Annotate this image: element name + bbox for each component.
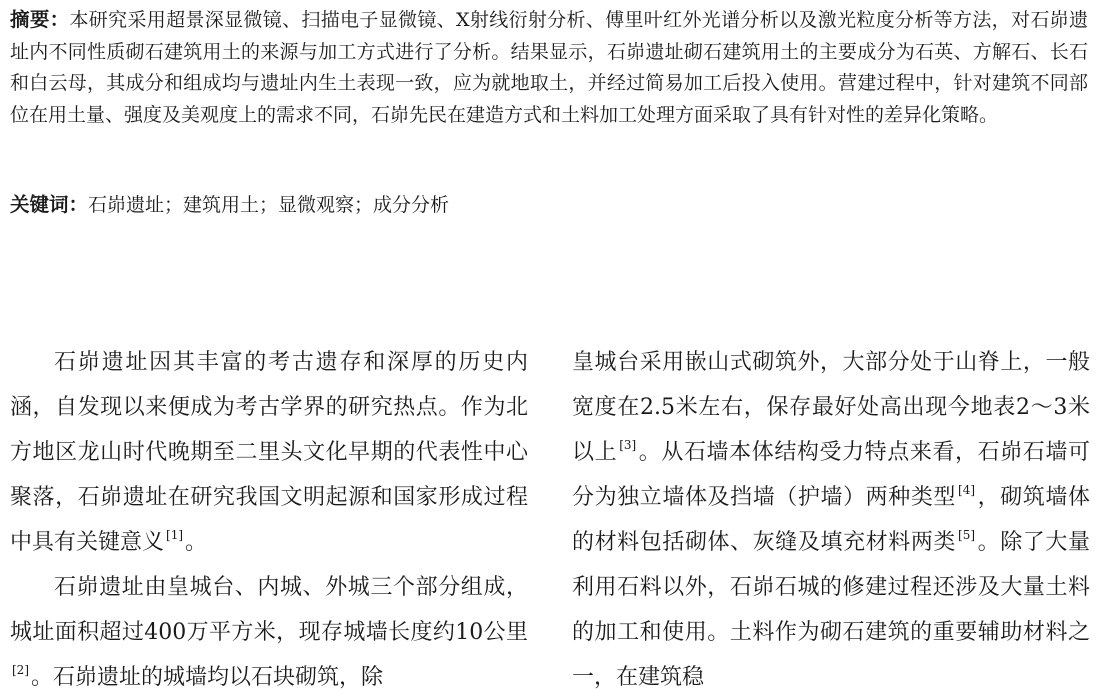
body-paragraph-2-continued xyxy=(572,340,1090,700)
paragraph-text: 石峁遗址由皇城台、内城、外城三个部分组成，城址面积超过400万平方米，现存城墙长度约10公里 xyxy=(10,575,528,645)
body-columns xyxy=(10,340,1090,690)
paragraph-text: ，砌筑墙体的材料包括砌体、灰缝及填充材料两类 xyxy=(572,485,1090,555)
paragraph-text: 。 xyxy=(185,530,208,555)
paragraph-text: 石峁遗址因其丰富的考古遗存和深厚的历史内涵，自发现以来便成为考古学界的研究热点。作为北方地区龙山时代晚期至二里头文化早期的代表性中心聚落，石峁遗址在研究我国文明起源和国家形成过程中具有关键意义 xyxy=(10,350,528,555)
abstract xyxy=(10,4,1088,131)
paragraph-text: 。从石墙本体结构受力特点来看，石峁石墙可分为独立墙体及挡墙（护墙）两种类型 xyxy=(572,440,1090,510)
paragraph-text: 皇城台采用嵌山式砌筑外，大部分处于山脊上，一般宽度在2.5米左右，保存最好处高出现今地表2～3米以上 xyxy=(572,350,1090,465)
citation-5[interactable]: [5] xyxy=(958,528,976,542)
keywords-label: 关键词： xyxy=(10,193,89,216)
body-paragraph-2 xyxy=(10,565,528,700)
keywords xyxy=(10,189,1088,222)
abstract-label: 摘要： xyxy=(10,8,70,31)
abstract-text: 本研究采用超景深显微镜、扫描电子显微镜、X射线衍射分析、傅里叶红外光谱分析以及激光粒度分析等方法，对石峁遗址内不同性质砌石建筑用土的来源与加工方式进行了分析。结果显示，石峁遗址砌石建筑用土的主要成分为石英、方解石、长石和白云母，其成分和组成均与遗址内生土表现一致，应为就地取土，并经过简易加工后投入使用。营建过程中，针对建筑不同部位在用土量、强度及美观度上的需求不同，石峁先民在建造方式和土料加工处理方面采取了具有针对性的差异化策略。 xyxy=(10,9,1088,126)
body-column-left xyxy=(10,340,528,700)
paragraph-text: 。除了大量利用石料以外，石峁石城的修建过程还涉及大量土料的加工和使用。土料作为砌石建筑的重要辅助材料之一，在建筑稳 xyxy=(572,530,1090,690)
keywords-text: 石峁遗址；建筑用土；显微观察；成分分析 xyxy=(88,194,450,216)
body-column-right xyxy=(572,340,1090,700)
citation-1[interactable]: [1] xyxy=(166,528,184,542)
paragraph-text: 。石峁遗址的城墙均以石块砌筑，除 xyxy=(31,665,384,690)
citation-3[interactable]: [3] xyxy=(619,438,637,452)
citation-4[interactable]: [4] xyxy=(958,483,976,497)
citation-2[interactable]: [2] xyxy=(12,663,29,677)
body-paragraph-1 xyxy=(10,340,528,565)
